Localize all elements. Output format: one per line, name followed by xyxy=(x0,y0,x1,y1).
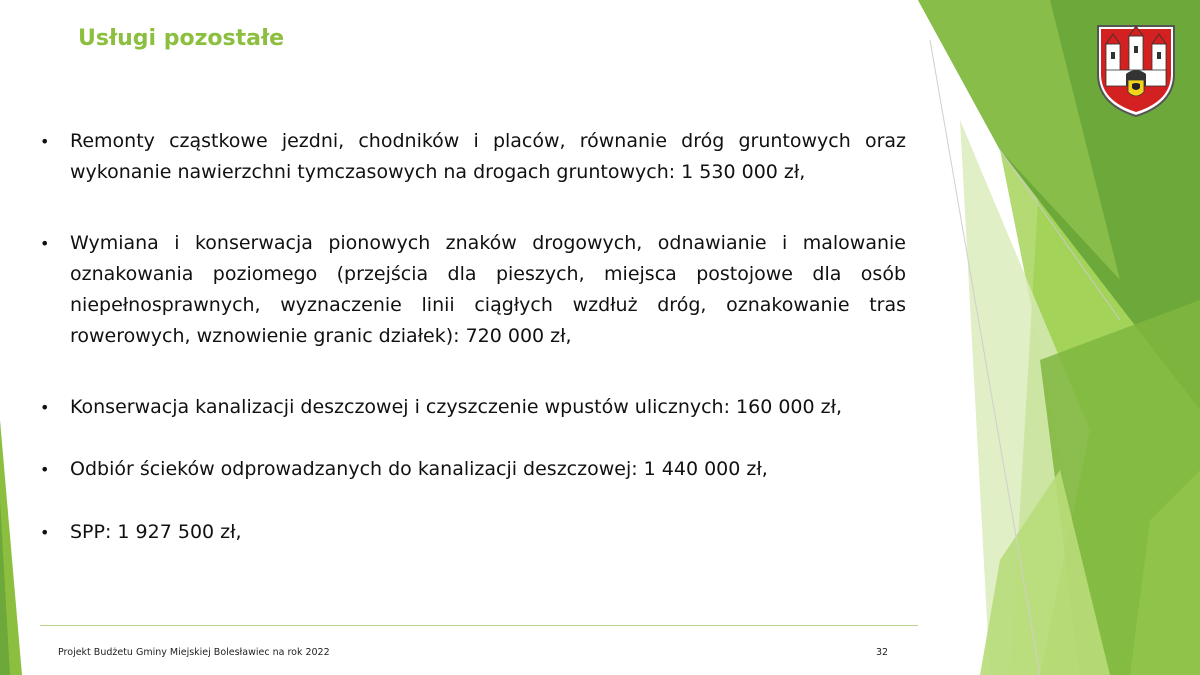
bullet-item: • Odbiór ścieków odprowadzanych do kanalizacji deszczowej: 1 440 000 zł, xyxy=(40,454,906,485)
footer-text: Projekt Budżetu Gminy Miejskiej Bolesławiec na rok 2022 xyxy=(58,647,330,658)
coat-of-arms-icon xyxy=(1094,22,1178,118)
footer-divider xyxy=(40,625,918,626)
slide-title: Usługi pozostałe xyxy=(78,26,285,51)
bullet-item: • Wymiana i konserwacja pionowych znaków drogowych, odnawianie i malowanie oznakowania poziomego (przejścia dla pieszych, miejsca postojowe dla osób niepełnosprawnych, wyznaczenie linii ciągłych wzdłuż dróg, oznakowanie tras rowerowych, wznowienie granic działek): 720 000 zł, xyxy=(40,228,906,353)
bullet-item: • Konserwacja kanalizacji deszczowej i czyszczenie wpustów ulicznych: 160 000 zł, xyxy=(40,392,906,423)
bullet-list xyxy=(40,126,906,549)
page-number: 32 xyxy=(876,647,889,658)
bullet-item: • Remonty cząstkowe jezdni, chodników i placów, równanie dróg gruntowych oraz wykonanie nawierzchni tymczasowych na drogach gruntowych: 1 530 000 zł, xyxy=(40,126,906,189)
bullet-item: • SPP: 1 927 500 zł, xyxy=(40,517,906,548)
